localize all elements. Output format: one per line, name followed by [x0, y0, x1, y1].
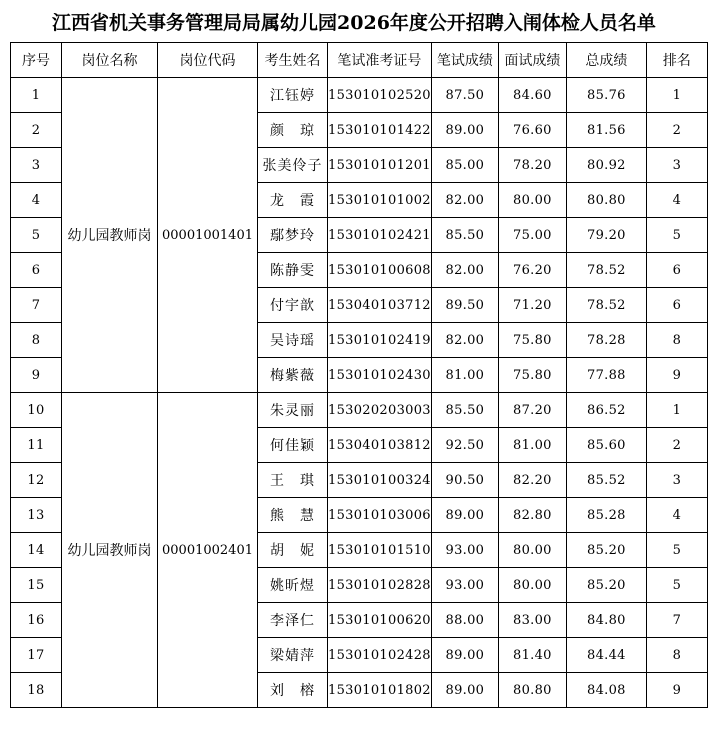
written-score-cell: 93.00	[431, 533, 498, 568]
interview-score-cell: 82.20	[498, 463, 566, 498]
header-cell-code: 岗位代码	[158, 43, 258, 78]
total-score-cell: 85.20	[566, 568, 646, 603]
rank-cell: 5	[646, 533, 707, 568]
candidate-name-cell: 付宇歆	[258, 288, 328, 323]
exam-id-cell: 153010101002	[328, 183, 432, 218]
total-score-cell: 84.80	[566, 603, 646, 638]
interview-score-cell: 84.60	[498, 78, 566, 113]
candidate-name-cell: 何佳颖	[258, 428, 328, 463]
interview-score-cell: 81.00	[498, 428, 566, 463]
header-cell-rank: 排名	[646, 43, 707, 78]
exam-id-cell: 153010102520	[328, 78, 432, 113]
interview-score-cell: 80.00	[498, 568, 566, 603]
written-score-cell: 88.00	[431, 603, 498, 638]
exam-id-cell: 153010100324	[328, 463, 432, 498]
position-code-cell: 00001002401	[158, 393, 258, 708]
rank-cell: 6	[646, 253, 707, 288]
row-number-cell: 8	[11, 323, 62, 358]
rank-cell: 2	[646, 113, 707, 148]
written-score-cell: 93.00	[431, 568, 498, 603]
interview-score-cell: 71.20	[498, 288, 566, 323]
written-score-cell: 89.00	[431, 673, 498, 708]
interview-score-cell: 81.40	[498, 638, 566, 673]
candidate-name-cell: 王 琪	[258, 463, 328, 498]
exam-id-cell: 153010101422	[328, 113, 432, 148]
row-number-cell: 17	[11, 638, 62, 673]
position-code-cell: 00001001401	[158, 78, 258, 393]
total-score-cell: 85.52	[566, 463, 646, 498]
candidate-name-cell: 李泽仁	[258, 603, 328, 638]
candidate-name-cell: 吴诗瑶	[258, 323, 328, 358]
header-cell-written: 笔试成绩	[431, 43, 498, 78]
exam-id-cell: 153010102430	[328, 358, 432, 393]
rank-cell: 1	[646, 78, 707, 113]
total-score-cell: 85.20	[566, 533, 646, 568]
total-score-cell: 81.56	[566, 113, 646, 148]
rank-cell: 8	[646, 323, 707, 358]
candidate-name-cell: 龙 霞	[258, 183, 328, 218]
interview-score-cell: 83.00	[498, 603, 566, 638]
row-number-cell: 1	[11, 78, 62, 113]
total-score-cell: 86.52	[566, 393, 646, 428]
total-score-cell: 78.52	[566, 288, 646, 323]
row-number-cell: 10	[11, 393, 62, 428]
exam-id-cell: 153010103006	[328, 498, 432, 533]
written-score-cell: 89.00	[431, 113, 498, 148]
interview-score-cell: 80.80	[498, 673, 566, 708]
row-number-cell: 4	[11, 183, 62, 218]
exam-id-cell: 153010102428	[328, 638, 432, 673]
header-row	[11, 43, 708, 78]
rank-cell: 7	[646, 603, 707, 638]
interview-score-cell: 80.00	[498, 533, 566, 568]
written-score-cell: 81.00	[431, 358, 498, 393]
exam-id-cell: 153040103812	[328, 428, 432, 463]
total-score-cell: 79.20	[566, 218, 646, 253]
candidate-name-cell: 陈静雯	[258, 253, 328, 288]
interview-score-cell: 75.80	[498, 358, 566, 393]
written-score-cell: 82.00	[431, 183, 498, 218]
interview-score-cell: 87.20	[498, 393, 566, 428]
candidate-name-cell: 朱灵丽	[258, 393, 328, 428]
rank-cell: 3	[646, 148, 707, 183]
table-row	[11, 78, 708, 113]
candidate-name-cell: 鄢梦玲	[258, 218, 328, 253]
position-name-cell: 幼儿园教师岗	[62, 393, 158, 708]
candidate-name-cell: 刘 榕	[258, 673, 328, 708]
header-cell-no: 序号	[11, 43, 62, 78]
interview-score-cell: 82.80	[498, 498, 566, 533]
written-score-cell: 85.50	[431, 218, 498, 253]
row-number-cell: 2	[11, 113, 62, 148]
row-number-cell: 13	[11, 498, 62, 533]
rank-cell: 3	[646, 463, 707, 498]
header-cell-position: 岗位名称	[62, 43, 158, 78]
row-number-cell: 12	[11, 463, 62, 498]
rank-cell: 9	[646, 358, 707, 393]
candidate-name-cell: 梅紫薇	[258, 358, 328, 393]
interview-score-cell: 75.80	[498, 323, 566, 358]
total-score-cell: 78.52	[566, 253, 646, 288]
document-title: 江西省机关事务管理局局属幼儿园2026年度公开招聘入闱体检人员名单	[52, 11, 656, 34]
row-number-cell: 5	[11, 218, 62, 253]
rank-cell: 1	[646, 393, 707, 428]
header-cell-name: 考生姓名	[258, 43, 328, 78]
candidate-table	[10, 42, 708, 708]
exam-id-cell: 153010101201	[328, 148, 432, 183]
candidate-name-cell: 江钰婷	[258, 78, 328, 113]
total-score-cell: 78.28	[566, 323, 646, 358]
table-row	[11, 393, 708, 428]
row-number-cell: 6	[11, 253, 62, 288]
candidate-name-cell: 梁婧萍	[258, 638, 328, 673]
written-score-cell: 92.50	[431, 428, 498, 463]
total-score-cell: 85.76	[566, 78, 646, 113]
rank-cell: 9	[646, 673, 707, 708]
written-score-cell: 85.00	[431, 148, 498, 183]
candidate-name-cell: 熊 慧	[258, 498, 328, 533]
interview-score-cell: 75.00	[498, 218, 566, 253]
row-number-cell: 3	[11, 148, 62, 183]
rank-cell: 5	[646, 568, 707, 603]
total-score-cell: 80.92	[566, 148, 646, 183]
written-score-cell: 82.00	[431, 253, 498, 288]
row-number-cell: 14	[11, 533, 62, 568]
written-score-cell: 82.00	[431, 323, 498, 358]
candidate-name-cell: 颜 琼	[258, 113, 328, 148]
interview-score-cell: 76.20	[498, 253, 566, 288]
written-score-cell: 89.00	[431, 638, 498, 673]
exam-id-cell: 153010101510	[328, 533, 432, 568]
exam-id-cell: 153010100608	[328, 253, 432, 288]
written-score-cell: 89.50	[431, 288, 498, 323]
candidate-name-cell: 姚昕煜	[258, 568, 328, 603]
interview-score-cell: 78.20	[498, 148, 566, 183]
total-score-cell: 77.88	[566, 358, 646, 393]
row-number-cell: 7	[11, 288, 62, 323]
candidate-name-cell: 张美伶子	[258, 148, 328, 183]
written-score-cell: 87.50	[431, 78, 498, 113]
interview-score-cell: 76.60	[498, 113, 566, 148]
header-cell-interview: 面试成绩	[498, 43, 566, 78]
total-score-cell: 85.28	[566, 498, 646, 533]
rank-cell: 2	[646, 428, 707, 463]
position-name-cell: 幼儿园教师岗	[62, 78, 158, 393]
exam-id-cell: 153010100620	[328, 603, 432, 638]
rank-cell: 4	[646, 183, 707, 218]
candidate-name-cell: 胡 妮	[258, 533, 328, 568]
rank-cell: 6	[646, 288, 707, 323]
total-score-cell: 85.60	[566, 428, 646, 463]
interview-score-cell: 80.00	[498, 183, 566, 218]
written-score-cell: 85.50	[431, 393, 498, 428]
rank-cell: 4	[646, 498, 707, 533]
exam-id-cell: 153010102828	[328, 568, 432, 603]
exam-id-cell: 153010102421	[328, 218, 432, 253]
total-score-cell: 84.08	[566, 673, 646, 708]
row-number-cell: 15	[11, 568, 62, 603]
table-body	[11, 78, 708, 708]
total-score-cell: 80.80	[566, 183, 646, 218]
exam-id-cell: 153010102419	[328, 323, 432, 358]
header-cell-total: 总成绩	[566, 43, 646, 78]
header-cell-exam-id: 笔试准考证号	[328, 43, 432, 78]
written-score-cell: 90.50	[431, 463, 498, 498]
written-score-cell: 89.00	[431, 498, 498, 533]
exam-id-cell: 153020203003	[328, 393, 432, 428]
row-number-cell: 18	[11, 673, 62, 708]
exam-id-cell: 153010101802	[328, 673, 432, 708]
row-number-cell: 11	[11, 428, 62, 463]
row-number-cell: 9	[11, 358, 62, 393]
total-score-cell: 84.44	[566, 638, 646, 673]
row-number-cell: 16	[11, 603, 62, 638]
rank-cell: 8	[646, 638, 707, 673]
exam-id-cell: 153040103712	[328, 288, 432, 323]
rank-cell: 5	[646, 218, 707, 253]
